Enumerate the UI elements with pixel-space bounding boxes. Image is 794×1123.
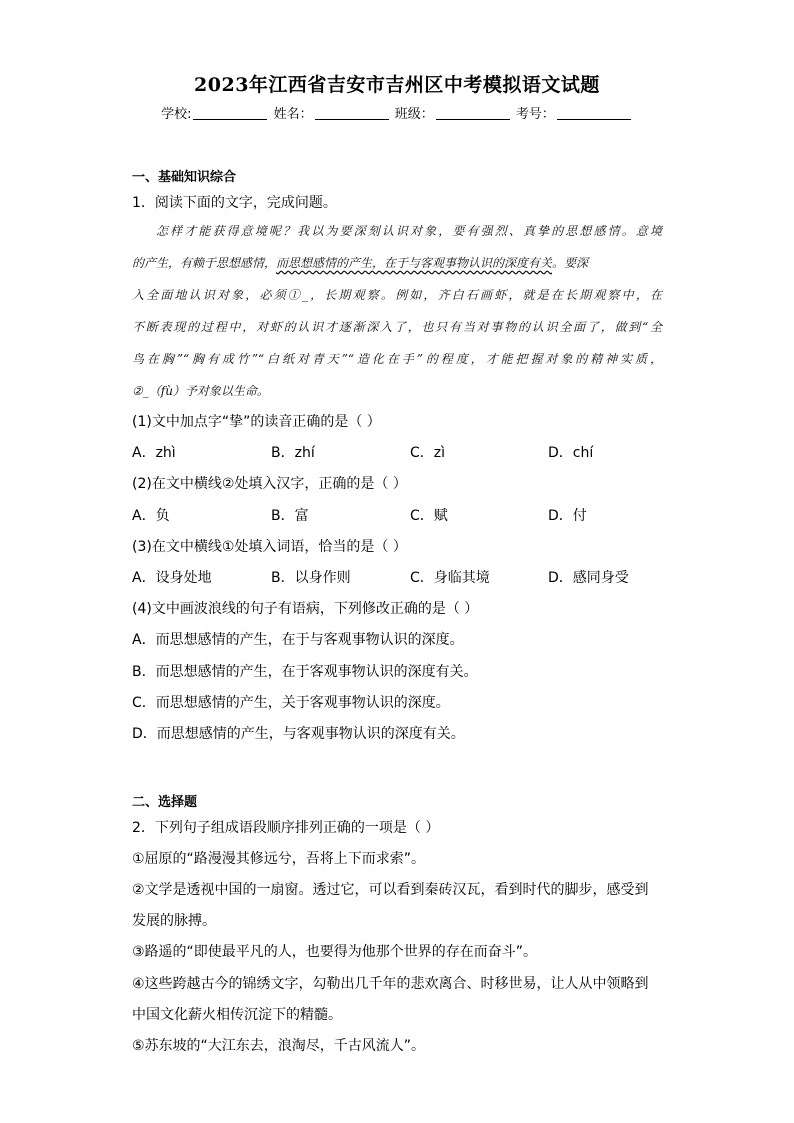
name-blank[interactable] — [315, 107, 389, 120]
section-1-heading: 一、基础知识综合 — [132, 170, 237, 185]
passage-line: 不断表现的过程中，对虾的认识才逐渐深入了，也只有当对事物的认识全面了，做到“全 — [132, 320, 662, 334]
subq3-option-d[interactable]: D．感同身受 — [548, 570, 629, 586]
passage-line: 入全面地认识对象，必须①_，长期观察。例如，齐白石画虾，就是在长期观察中，在 — [132, 288, 662, 302]
passage-line: 鸟在胸”“胸有成竹”“白纸对青天”“造化在手”的程度，才能把握对象的精神实质， — [132, 352, 662, 366]
subq4-option-d[interactable]: D．而思想感情的产生，与客观事物认识的深度有关。 — [132, 726, 465, 742]
question-1-stem: 1．阅读下面的文字，完成问题。 — [132, 195, 337, 211]
subq2-option-b[interactable]: B．富 — [271, 508, 309, 524]
class-blank[interactable] — [436, 107, 510, 120]
passage-line: ②_（fù）予对象以生命。 — [132, 384, 269, 398]
sentence-item-2: ②文学是透视中国的一扇窗。透过它，可以看到秦砖汉瓦，看到时代的脚步，感受到 — [132, 882, 649, 898]
exam-number-label: 考号： — [515, 107, 555, 122]
name-label: 姓名： — [273, 107, 313, 122]
passage-text: 。要深 — [552, 256, 589, 270]
passage-line — [132, 254, 662, 271]
subq2-option-c[interactable]: C．赋 — [410, 508, 448, 524]
passage-line: 怎样才能获得意境呢？我以为要深刻认识对象，要有强烈、真挚的思想感情。意境 — [156, 224, 662, 238]
subq1-option-d[interactable]: D．chí — [548, 445, 594, 461]
subq1-option-b[interactable]: B．zhí — [271, 445, 315, 461]
passage-text: 的产生，有赖于思想感情， — [132, 256, 277, 270]
subq3-option-b[interactable]: B．以身作则 — [271, 570, 351, 586]
subq2-option-a[interactable]: A．负 — [132, 508, 170, 524]
subq1-option-a[interactable]: A．zhì — [132, 445, 176, 461]
wavy-underlined-sentence: 而思想感情的产生，在于与客观事物认识的深度有关 — [276, 256, 553, 270]
sentence-item-3: ③路遥的“即使最平凡的人，也要得为他那个世界的存在而奋斗”。 — [132, 944, 538, 960]
sentence-item-4: ④这些跨越古今的锦绣文字，勾勒出几千年的悲欢离合、时移世易，让人从中领略到 — [132, 976, 649, 992]
exam-title: 2023年江西省吉安市吉州区中考模拟语文试题 — [194, 74, 600, 96]
subq4-option-b[interactable]: B．而思想感情的产生，在于客观事物认识的深度有关。 — [132, 664, 478, 680]
question-2-stem: 2．下列句子组成语段顺序排列正确的一项是（ ） — [132, 820, 440, 836]
subq3-option-a[interactable]: A．设身处地 — [132, 570, 212, 586]
sentence-item-4-cont: 中国文化薪火相传沉淀下的精髓。 — [132, 1007, 342, 1023]
sentence-item-5: ⑤苏东坡的“大江东去，浪淘尽，千古风流人”。 — [132, 1038, 426, 1054]
student-info-row — [0, 103, 794, 122]
sentence-item-2-cont: 发展的脉搏。 — [132, 913, 216, 929]
subq2-option-d[interactable]: D．付 — [548, 508, 587, 524]
subquestion-2-stem: (2)在文中横线②处填入汉字，正确的是（ ） — [132, 476, 407, 492]
section-2-heading: 二、选择题 — [132, 795, 198, 810]
subq4-option-c[interactable]: C．而思想感情的产生，关于客观事物认识的深度。 — [132, 695, 450, 711]
subquestion-4-stem: (4)文中画波浪线的句子有语病，下列修改正确的是（ ） — [132, 601, 479, 617]
subquestion-3-stem: (3)在文中横线①处填入词语，恰当的是（ ） — [132, 539, 407, 555]
subq4-option-a[interactable]: A．而思想感情的产生，在于与客观事物认识的深度。 — [132, 632, 464, 648]
class-label: 班级： — [394, 107, 434, 122]
school-blank[interactable] — [193, 107, 267, 120]
school-label: 学校: — [161, 107, 192, 122]
sentence-item-1: ①屈原的“路漫漫其修远兮，吾将上下而求索”。 — [132, 851, 426, 867]
subquestion-1-stem: (1)文中加点字“挚”的读音正确的是（ ） — [132, 414, 381, 430]
subq3-option-c[interactable]: C．身临其境 — [410, 570, 490, 586]
subq1-option-c[interactable]: C．zì — [410, 445, 446, 461]
exam-number-blank[interactable] — [557, 107, 631, 120]
